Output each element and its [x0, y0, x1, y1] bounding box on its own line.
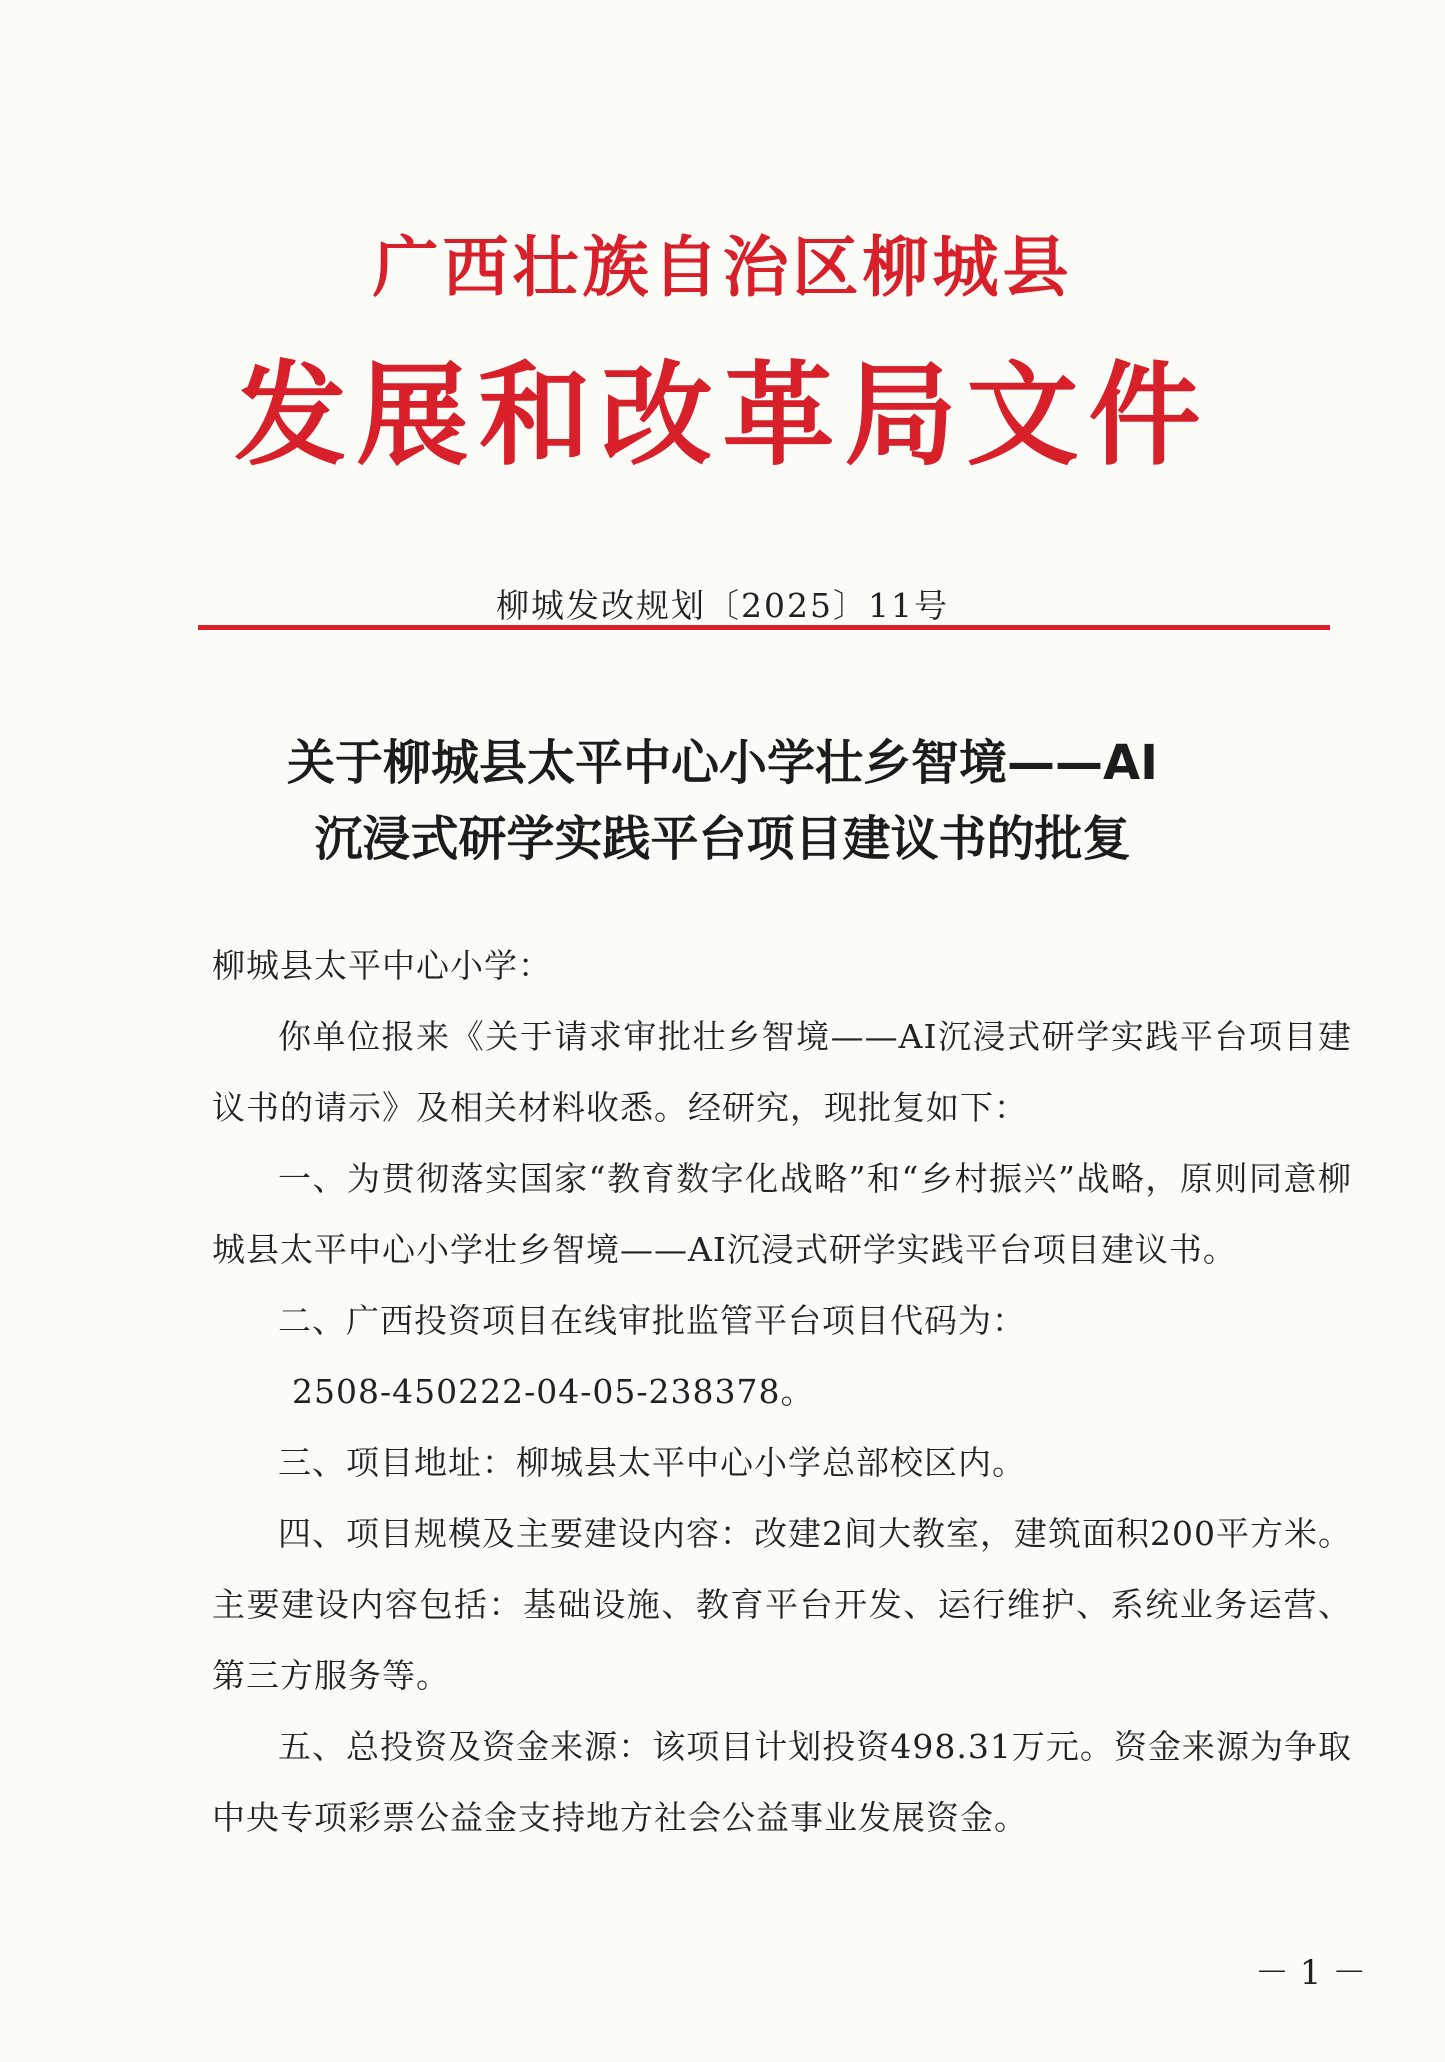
page-number: － 1 － [1255, 1953, 1367, 1993]
project-code: 2508-450222-04-05-238378。 [292, 1372, 815, 1411]
body-paragraph: 四、项目规模及主要建设内容：改建2间大教室，建筑面积200平方米。主要建设内容包括：基础设施、教育平台开发、运行维护、系统业务运营、第三方服务等。 [212, 1514, 1352, 1695]
issuer-header-line2: 发展和改革局文件 [234, 351, 1211, 481]
document-number: 柳城发改规划〔2025〕11号 [496, 586, 949, 625]
document-body [212, 930, 1352, 1853]
body-paragraph: 一、为贯彻落实国家“教育数字化战略”和“乡村振兴”战略，原则同意柳城县太平中心小学壮乡智境——AI沉浸式研学实践平台项目建议书。 [212, 1159, 1352, 1269]
body-paragraph: 你单位报来《关于请求审批壮乡智境——AI沉浸式研学实践平台项目建议书的请示》及相关材料收悉。经研究，现批复如下： [212, 1017, 1352, 1127]
body-paragraph: 二、广西投资项目在线审批监管平台项目代码为： [278, 1301, 1026, 1340]
recipient: 柳城县太平中心小学： [212, 946, 552, 985]
body-paragraph: 三、项目地址：柳城县太平中心小学总部校区内。 [278, 1443, 1026, 1482]
body-paragraph: 五、总投资及资金来源：该项目计划投资498.31万元。资金来源为争取中央专项彩票公益金支持地方社会公益事业发展资金。 [212, 1727, 1352, 1837]
title-line2: 沉浸式研学实践平台项目建议书的批复 [314, 811, 1131, 867]
title-line1: 关于柳城县太平中心小学壮乡智境——AI [286, 735, 1158, 791]
document-title [0, 725, 1445, 877]
red-divider-line [198, 625, 1330, 630]
issuer-header-line1: 广西壮族自治区柳城县 [372, 229, 1073, 306]
